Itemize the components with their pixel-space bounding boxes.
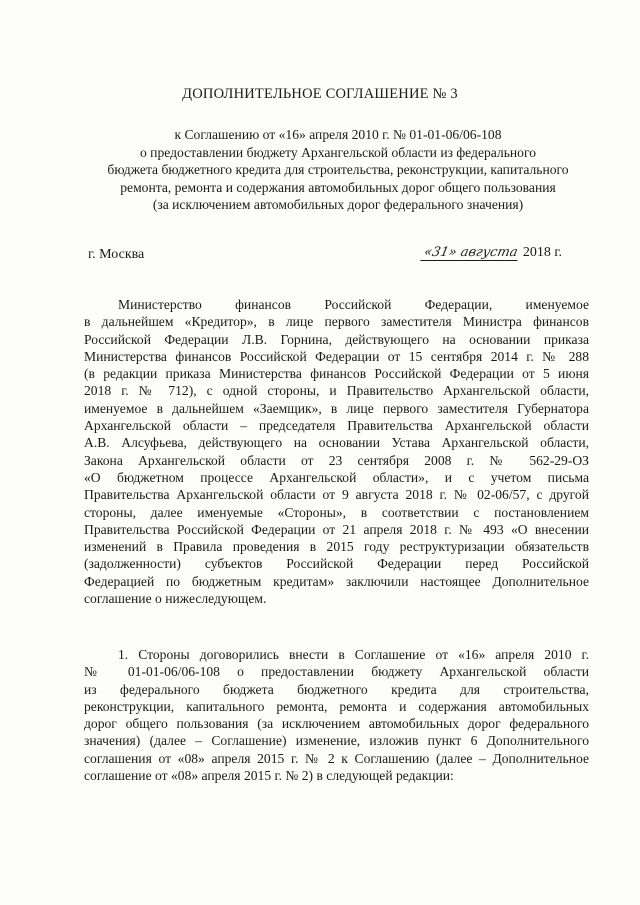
paragraph-line: Российской Федерации Л.В. Горнина, действующего на основании приказа [84,331,589,347]
subtitle-line: о предоставлении бюджету Архангельской области из федерального [139,144,537,160]
paragraph-line: 1. Стороны договорились внести в Соглашение от «16» апреля 2010 г. [118,647,589,662]
preamble-paragraph [84,296,589,607]
document-subtitle [88,126,588,214]
paragraph-line: № 01-01-06/06-108 о предоставлении бюджету Архангельской области [84,664,589,680]
paragraph-line: Федерацией по бюджетным кредитам» заключили настоящее Дополнительное [84,573,589,589]
paragraph-line: (задолженности) субъектов Российской Федерации перед Российской [84,556,589,572]
paragraph-line: соглашения от «08» апреля 2015 г. № 2 к Соглашению (далее – Дополнительное [84,750,589,766]
place-of-signing: г. Москва [88,247,145,262]
subtitle-line: бюджета бюджетного кредита для строительства, реконструкции, капитального [107,162,569,177]
paragraph-line: соглашение о нижеследующем. [84,591,267,607]
paragraph-line: в дальнейшем «Кредитор», в лице первого заместителя Министра финансов [84,314,589,330]
paragraph-line: (в редакции приказа Министерства финансов Российской Федерации от 5 июня [84,366,589,382]
paragraph-line: именуемое в дальнейшем «Заемщик», в лице первого заместителя Губернатора [84,400,589,416]
paragraph-line: Министерство финансов Российской Федерации, именуемое [118,297,589,312]
paragraph-line: реконструкции, капитального ремонта, ремонта и содержания автомобильных [84,698,589,714]
paragraph-line: «О бюджетном процессе Архангельской области», и с учетом письма [84,469,589,485]
date-year: 2018 г. [522,245,562,260]
document-title: ДОПОЛНИТЕЛЬНОЕ СОГЛАШЕНИЕ № 3 [182,86,458,102]
clause-1-paragraph [84,646,589,784]
paragraph-line: 2018 г. № 712), с одной стороны, и Правительство Архангельской области, [84,383,589,399]
paragraph-line: значения) (далее – Соглашение) изменение, изложив пункт 6 Дополнительного [84,733,589,749]
paragraph-line: стороны, далее именуемые «Стороны», в соответствии с постановлением [84,504,589,520]
subtitle-line: к Соглашению от «16» апреля 2010 г. № 01-01-06/06-108 [174,127,502,142]
signing-date [422,245,562,261]
paragraph-line: Архангельской области – председателя Правительства Архангельской области [84,418,589,434]
subtitle-line: ремонта, ремонта и содержания автомобильных дорог общего пользования [120,179,556,195]
paragraph-line: из федерального бюджета бюджетного кредита для строительства, [84,681,589,697]
subtitle-line: (за исключением автомобильных дорог федерального значения) [152,197,524,212]
paragraph-line: Министерства финансов Российской Федерации от 15 сентября 2014 г. № 288 [84,348,589,364]
paragraph-line: А.В. Алсуфьева, действующего на основании Устава Архангельской области, [84,435,589,451]
paragraph-line: Правительства Российской Федерации от 21 апреля 2018 г. № 493 «О внесении [84,521,589,537]
paragraph-line: Закона Архангельской области от 23 сентября 2008 г. № 562-29-ОЗ [84,452,589,468]
paragraph-line: изменений в Правила проведения в 2015 году реструктуризации обязательств [84,539,589,555]
paragraph-line: соглашение от «08» апреля 2015 г. № 2) в следующей редакции: [84,768,454,784]
paragraph-line: Правительства Архангельской области от 9 августа 2018 г. № 02-06/57, с другой [84,487,589,503]
handwritten-date: «31» августа [420,245,521,261]
paragraph-line: дорог общего пользования (за исключением автомобильных дорог федерального [84,716,589,732]
